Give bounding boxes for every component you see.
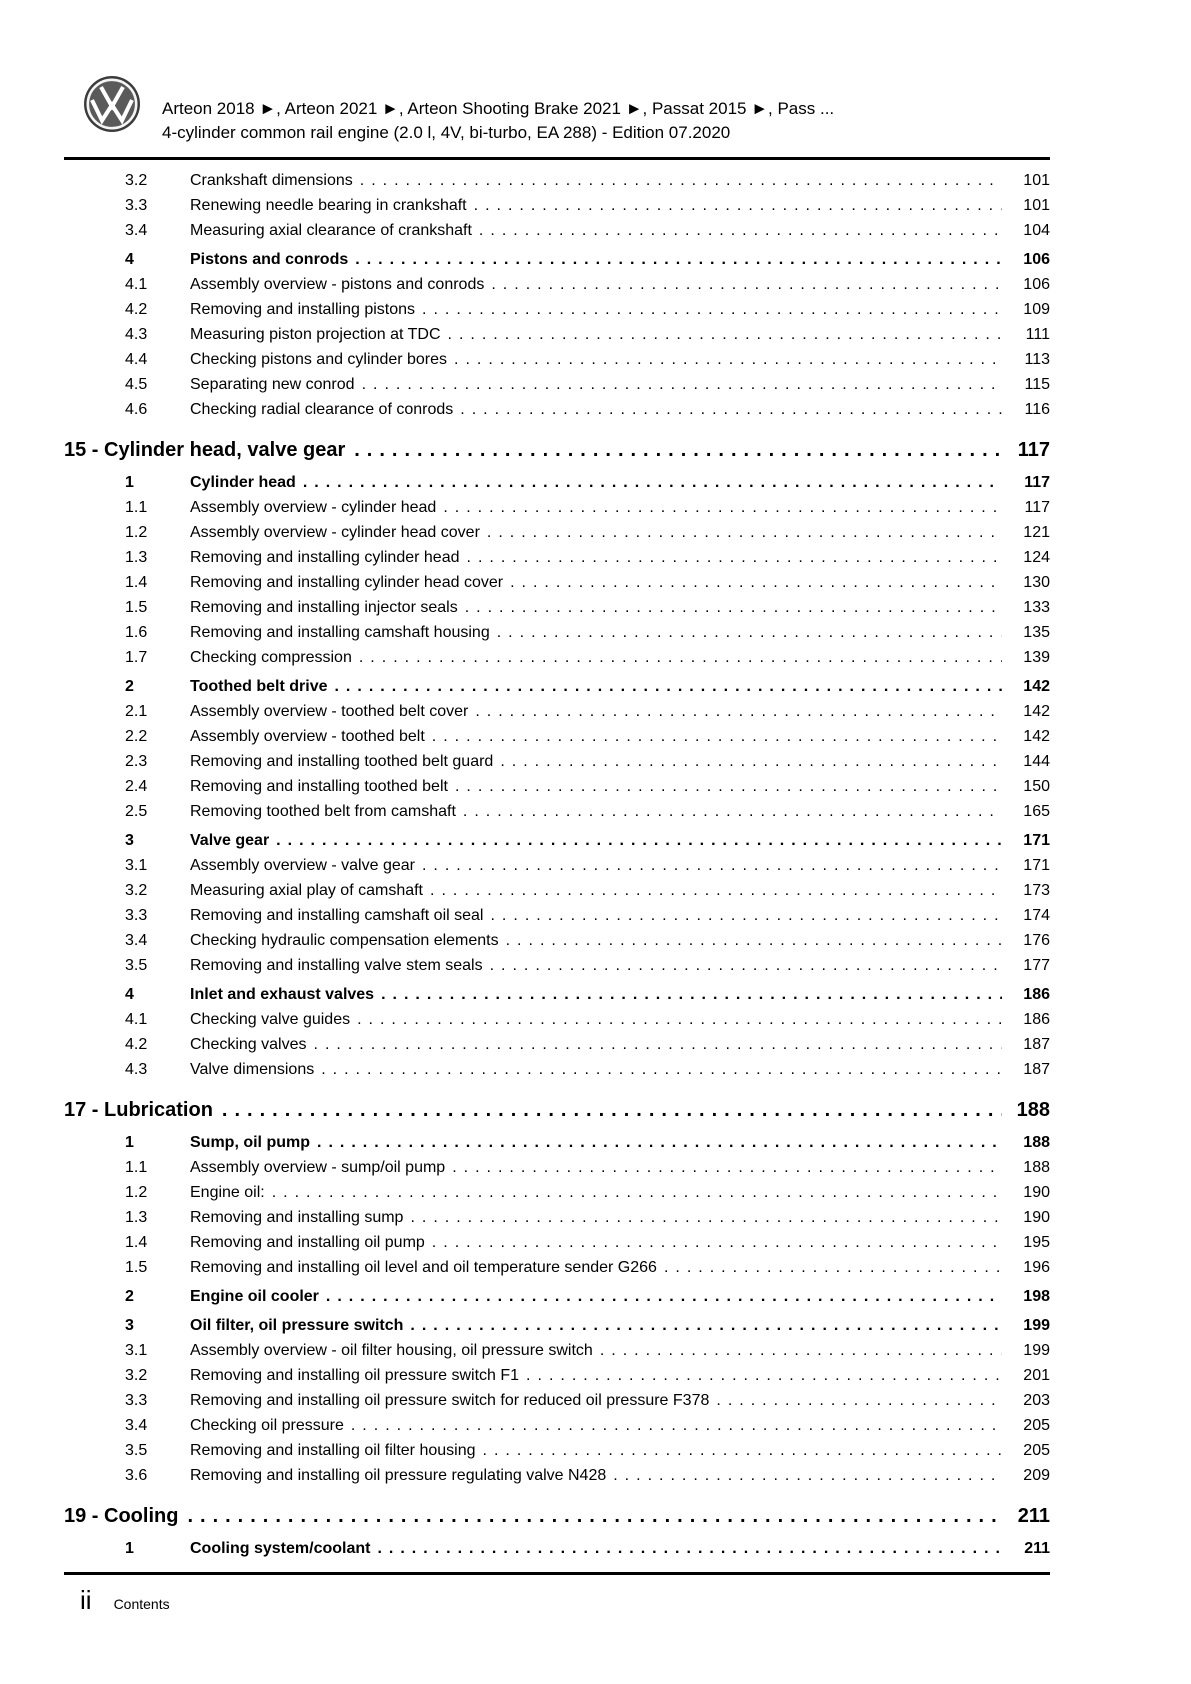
- page-number: 188: [1016, 1099, 1050, 1121]
- toc-entry-row: [64, 1363, 1050, 1388]
- page-number: 198: [1023, 1288, 1050, 1305]
- page-number: 205: [1023, 1417, 1050, 1434]
- entry-title: Removing and installing pistons: [190, 301, 416, 318]
- entry-number: 1.1: [125, 499, 148, 516]
- page-number: 106: [1023, 251, 1050, 268]
- entry-number: 2: [125, 1288, 134, 1305]
- dot-leader: [600, 1338, 1002, 1363]
- entry-title: Checking radial clearance of conrods: [190, 401, 454, 418]
- entry-number: 2.5: [125, 803, 148, 820]
- entry-title: Assembly overview - toothed belt: [190, 728, 425, 745]
- page-number: 188: [1023, 1134, 1050, 1151]
- entry-title: Assembly overview - cylinder head cover: [190, 524, 480, 541]
- toc-entry-row: [64, 1536, 1050, 1561]
- toc-entry-row: [64, 724, 1050, 749]
- page-header: [64, 0, 1050, 160]
- page-number: 209: [1023, 1467, 1050, 1484]
- toc-entry-row: [64, 1413, 1050, 1438]
- entry-title: Cooling system/coolant: [190, 1540, 371, 1557]
- toc-entry-row: [64, 1007, 1050, 1032]
- page-number: 176: [1023, 932, 1050, 949]
- page-footer: [64, 1572, 1050, 1616]
- dot-leader: [276, 828, 1002, 853]
- toc-entry-row: [64, 953, 1050, 978]
- entry-number: 1.4: [125, 574, 148, 591]
- entry-title: Checking compression: [190, 649, 352, 666]
- entry-number: 4.3: [125, 326, 148, 343]
- entry-title: Removing and installing oil filter housing: [190, 1442, 476, 1459]
- entry-number: 2: [125, 678, 134, 695]
- toc-entry-row: [64, 1313, 1050, 1338]
- dot-leader: [490, 953, 1002, 978]
- page-number: 109: [1023, 301, 1050, 318]
- page-number: 211: [1024, 1540, 1050, 1557]
- entry-number: 3.4: [125, 222, 148, 239]
- page-number: 142: [1023, 678, 1050, 695]
- entry-number: 3.3: [125, 197, 148, 214]
- dot-leader: [362, 372, 1002, 397]
- entry-number: 1.3: [125, 549, 148, 566]
- dot-leader: [479, 218, 1002, 243]
- page-number: 195: [1023, 1234, 1050, 1251]
- header-text-block: [162, 97, 834, 145]
- page-number: 117: [1024, 499, 1050, 516]
- dot-leader: [351, 1413, 1002, 1438]
- entry-title: Removing and installing cylinder head: [190, 549, 460, 566]
- page-number: 171: [1023, 857, 1050, 874]
- entry-number: 3.5: [125, 957, 148, 974]
- toc-entry-row: [64, 520, 1050, 545]
- page-number: 150: [1023, 778, 1050, 795]
- entry-title: Valve dimensions: [190, 1061, 315, 1078]
- toc-entry-row: [64, 774, 1050, 799]
- entry-title: Cylinder head: [190, 474, 296, 491]
- page-number: 106: [1023, 276, 1050, 293]
- entry-title: Checking hydraulic compensation elements: [190, 932, 499, 949]
- table-of-contents: [64, 168, 1050, 1561]
- page-number: 133: [1023, 599, 1050, 616]
- page-number: 116: [1024, 401, 1050, 418]
- dot-leader: [410, 1313, 1002, 1338]
- entry-number: 1.6: [125, 624, 148, 641]
- page-number: 111: [1025, 326, 1050, 343]
- entry-title: Checking pistons and cylinder bores: [190, 351, 448, 368]
- entry-number: 4.6: [125, 401, 148, 418]
- entry-title: Assembly overview - oil filter housing, oil pressure switch: [190, 1342, 593, 1359]
- page-number: 203: [1023, 1392, 1050, 1409]
- entry-number: 1.2: [125, 1184, 148, 1201]
- toc-entry-row: [64, 853, 1050, 878]
- dot-leader: [314, 1032, 1003, 1057]
- entry-number: 4.1: [125, 1011, 148, 1028]
- toc-chapter-row: [64, 1501, 1050, 1531]
- manual-page: [64, 0, 1050, 1561]
- header-models-line: Arteon 2018 ►, Arteon 2021 ►, Arteon Shooting Brake 2021 ►, Passat 2015 ►, Pass ...: [162, 99, 835, 118]
- page-number: 190: [1023, 1184, 1050, 1201]
- page-number: 135: [1023, 624, 1050, 641]
- entry-title: Removing and installing injector seals: [190, 599, 458, 616]
- page-number: 186: [1023, 986, 1050, 1003]
- toc-entry-row: [64, 903, 1050, 928]
- entry-number: 3.2: [125, 1367, 148, 1384]
- entry-title: Assembly overview - pistons and conrods: [190, 276, 485, 293]
- toc-entry-row: [64, 545, 1050, 570]
- entry-title: Removing and installing sump: [190, 1209, 404, 1226]
- page-number: 142: [1023, 703, 1050, 720]
- entry-title: Checking valve guides: [190, 1011, 351, 1028]
- entry-number: 3.3: [125, 1392, 148, 1409]
- page-number: 174: [1023, 907, 1050, 924]
- volkswagen-logo-icon: [83, 75, 141, 133]
- page-number: 190: [1023, 1209, 1050, 1226]
- dot-leader: [187, 1501, 1002, 1531]
- entry-title: Removing and installing oil pressure switch F1: [190, 1367, 520, 1384]
- page-number: 199: [1023, 1342, 1050, 1359]
- dot-leader: [430, 878, 1002, 903]
- page-number: 196: [1023, 1259, 1050, 1276]
- dot-leader: [432, 1230, 1002, 1255]
- entry-number: 1: [125, 1540, 134, 1557]
- entry-title: Assembly overview - cylinder head: [190, 499, 437, 516]
- dot-leader: [381, 982, 1002, 1007]
- entry-title: Inlet and exhaust valves: [190, 986, 375, 1003]
- page-number: 113: [1024, 351, 1050, 368]
- entry-number: 4: [125, 251, 134, 268]
- entry-number: 3.4: [125, 1417, 148, 1434]
- entry-number: 1: [125, 474, 134, 491]
- entry-title: Removing and installing camshaft oil seal: [190, 907, 484, 924]
- dot-leader: [483, 1438, 1003, 1463]
- dot-leader: [500, 749, 1002, 774]
- page-number: 187: [1023, 1061, 1050, 1078]
- entry-number: 2.2: [125, 728, 148, 745]
- toc-entry-row: [64, 645, 1050, 670]
- chapter-label: 19 - Cooling: [64, 1505, 179, 1527]
- chapter-label: 17 - Lubrication: [64, 1099, 213, 1121]
- entry-number: 3.5: [125, 1442, 148, 1459]
- dot-leader: [422, 297, 1002, 322]
- toc-entry-row: [64, 372, 1050, 397]
- entry-number: 1.4: [125, 1234, 148, 1251]
- entry-number: 1.7: [125, 649, 148, 666]
- dot-leader: [448, 322, 1003, 347]
- page-number: 186: [1023, 1011, 1050, 1028]
- entry-title: Removing and installing oil level and oil temperature sender G266: [190, 1259, 657, 1276]
- page-number: 130: [1023, 574, 1050, 591]
- entry-number: 2.3: [125, 753, 148, 770]
- page-number: 117: [1017, 439, 1050, 461]
- entry-title: Removing and installing camshaft housing: [190, 624, 490, 641]
- dot-leader: [526, 1363, 1002, 1388]
- dot-leader: [355, 247, 1002, 272]
- toc-entry-row: [64, 168, 1050, 193]
- page-number: 101: [1023, 197, 1050, 214]
- chapter-label: 15 - Cylinder head, valve gear: [64, 439, 346, 461]
- entry-title: Renewing needle bearing in crankshaft: [190, 197, 467, 214]
- toc-entry-row: [64, 247, 1050, 272]
- entry-number: 3.1: [125, 1342, 148, 1359]
- dot-leader: [664, 1255, 1002, 1280]
- page-number: 121: [1023, 524, 1050, 541]
- entry-title: Separating new conrod: [190, 376, 355, 393]
- dot-leader: [354, 435, 1002, 465]
- dot-leader: [377, 1536, 1002, 1561]
- toc-entry-row: [64, 982, 1050, 1007]
- toc-entry-row: [64, 620, 1050, 645]
- entry-number: 1: [125, 1134, 134, 1151]
- toc-chapter-row: [64, 435, 1050, 465]
- toc-entry-row: [64, 699, 1050, 724]
- page-number: 117: [1024, 474, 1050, 491]
- dot-leader: [321, 1057, 1002, 1082]
- entry-title: Removing and installing valve stem seals: [190, 957, 483, 974]
- entry-number: 3.3: [125, 907, 148, 924]
- toc-entry-row: [64, 218, 1050, 243]
- toc-entry-row: [64, 1057, 1050, 1082]
- page-number: 171: [1023, 832, 1050, 849]
- entry-title: Assembly overview - valve gear: [190, 857, 415, 874]
- entry-number: 4: [125, 986, 134, 1003]
- dot-leader: [506, 928, 1002, 953]
- page-number: 187: [1023, 1036, 1050, 1053]
- entry-number: 3: [125, 832, 134, 849]
- entry-number: 2.1: [125, 703, 148, 720]
- dot-leader: [455, 774, 1002, 799]
- entry-number: 3: [125, 1317, 134, 1334]
- entry-title: Valve gear: [190, 832, 270, 849]
- toc-entry-row: [64, 1284, 1050, 1309]
- toc-entry-row: [64, 1255, 1050, 1280]
- entry-title: Crankshaft dimensions: [190, 172, 353, 189]
- entry-number: 3.4: [125, 932, 148, 949]
- toc-entry-row: [64, 1032, 1050, 1057]
- page-number: 144: [1023, 753, 1050, 770]
- entry-number: 1.3: [125, 1209, 148, 1226]
- toc-entry-row: [64, 397, 1050, 422]
- entry-number: 1.2: [125, 524, 148, 541]
- entry-title: Assembly overview - sump/oil pump: [190, 1159, 446, 1176]
- entry-number: 4.5: [125, 376, 148, 393]
- dot-leader: [272, 1180, 1002, 1205]
- entry-number: 2.4: [125, 778, 148, 795]
- toc-entry-row: [64, 799, 1050, 824]
- dot-leader: [497, 620, 1002, 645]
- toc-entry-row: [64, 749, 1050, 774]
- page-number: 165: [1023, 803, 1050, 820]
- dot-leader: [432, 724, 1002, 749]
- toc-entry-row: [64, 674, 1050, 699]
- entry-title: Measuring axial clearance of crankshaft: [190, 222, 472, 239]
- toc-entry-row: [64, 495, 1050, 520]
- dot-leader: [510, 570, 1002, 595]
- toc-entry-row: [64, 1338, 1050, 1363]
- toc-entry-row: [64, 347, 1050, 372]
- page-number: 177: [1023, 957, 1050, 974]
- entry-number: 4.3: [125, 1061, 148, 1078]
- toc-entry-row: [64, 1180, 1050, 1205]
- dot-leader: [410, 1205, 1002, 1230]
- entry-title: Toothed belt drive: [190, 678, 328, 695]
- entry-title: Assembly overview - toothed belt cover: [190, 703, 469, 720]
- entry-title: Engine oil cooler: [190, 1288, 319, 1305]
- entry-title: Removing and installing oil pressure regulating valve N428: [190, 1467, 607, 1484]
- entry-title: Removing and installing oil pressure switch for reduced oil pressure F378: [190, 1392, 710, 1409]
- dot-leader: [359, 645, 1002, 670]
- page-number: 173: [1023, 882, 1050, 899]
- dot-leader: [490, 903, 1002, 928]
- toc-entry-row: [64, 1230, 1050, 1255]
- page-number: 142: [1023, 728, 1050, 745]
- entry-title: Checking oil pressure: [190, 1417, 344, 1434]
- dot-leader: [460, 397, 1002, 422]
- toc-entry-row: [64, 322, 1050, 347]
- entry-title: Pistons and conrods: [190, 251, 349, 268]
- dot-leader: [474, 193, 1002, 218]
- entry-number: 3.2: [125, 882, 148, 899]
- entry-title: Removing toothed belt from camshaft: [190, 803, 456, 820]
- dot-leader: [491, 272, 1002, 297]
- entry-title: Engine oil:: [190, 1184, 265, 1201]
- entry-number: 4.4: [125, 351, 148, 368]
- toc-entry-row: [64, 570, 1050, 595]
- dot-leader: [317, 1130, 1002, 1155]
- entry-number: 4.1: [125, 276, 148, 293]
- dot-leader: [487, 520, 1002, 545]
- toc-entry-row: [64, 272, 1050, 297]
- toc-entry-row: [64, 828, 1050, 853]
- dot-leader: [326, 1284, 1002, 1309]
- entry-number: 1.5: [125, 1259, 148, 1276]
- toc-entry-row: [64, 1463, 1050, 1488]
- toc-entry-row: [64, 1155, 1050, 1180]
- toc-entry-row: [64, 928, 1050, 953]
- toc-entry-row: [64, 1388, 1050, 1413]
- entry-number: 3.2: [125, 172, 148, 189]
- toc-entry-row: [64, 193, 1050, 218]
- dot-leader: [222, 1095, 1002, 1125]
- dot-leader: [454, 347, 1002, 372]
- entry-title: Checking valves: [190, 1036, 307, 1053]
- toc-entry-row: [64, 1438, 1050, 1463]
- entry-title: Measuring axial play of camshaft: [190, 882, 423, 899]
- dot-leader: [360, 168, 1002, 193]
- page-number: 199: [1023, 1317, 1050, 1334]
- entry-title: Removing and installing toothed belt: [190, 778, 448, 795]
- page-number: 211: [1017, 1505, 1050, 1527]
- dot-leader: [303, 470, 1002, 495]
- page-number: 104: [1023, 222, 1050, 239]
- page-number: 201: [1023, 1367, 1050, 1384]
- entry-number: 4.2: [125, 301, 148, 318]
- entry-number: 4.2: [125, 1036, 148, 1053]
- footer-contents-label: Contents: [113, 1596, 170, 1612]
- dot-leader: [716, 1388, 1002, 1413]
- dot-leader: [613, 1463, 1002, 1488]
- dot-leader: [465, 595, 1002, 620]
- dot-leader: [357, 1007, 1002, 1032]
- dot-leader: [475, 699, 1002, 724]
- entry-number: 1.5: [125, 599, 148, 616]
- footer-page-number: ii: [80, 1585, 92, 1615]
- entry-number: 3.1: [125, 857, 148, 874]
- dot-leader: [443, 495, 1002, 520]
- toc-entry-row: [64, 878, 1050, 903]
- toc-entry-row: [64, 1205, 1050, 1230]
- entry-title: Sump, oil pump: [190, 1134, 310, 1151]
- entry-title: Removing and installing oil pump: [190, 1234, 425, 1251]
- dot-leader: [422, 853, 1002, 878]
- page-number: 124: [1023, 549, 1050, 566]
- dot-leader: [463, 799, 1002, 824]
- toc-entry-row: [64, 1130, 1050, 1155]
- page-number: 188: [1023, 1159, 1050, 1176]
- page-number: 139: [1023, 649, 1050, 666]
- toc-entry-row: [64, 595, 1050, 620]
- page-number: 115: [1024, 376, 1050, 393]
- entry-title: Removing and installing toothed belt guard: [190, 753, 494, 770]
- page-number: 205: [1023, 1442, 1050, 1459]
- dot-leader: [467, 545, 1003, 570]
- entry-title: Measuring piston projection at TDC: [190, 326, 441, 343]
- toc-entry-row: [64, 297, 1050, 322]
- dot-leader: [334, 674, 1002, 699]
- entry-number: 3.6: [125, 1467, 148, 1484]
- toc-entry-row: [64, 470, 1050, 495]
- entry-number: 1.1: [125, 1159, 148, 1176]
- header-engine-edition-line: 4-cylinder common rail engine (2.0 l, 4V, bi-turbo, EA 288) - Edition 07.2020: [162, 123, 731, 142]
- toc-chapter-row: [64, 1095, 1050, 1125]
- dot-leader: [452, 1155, 1002, 1180]
- entry-title: Oil filter, oil pressure switch: [190, 1317, 404, 1334]
- page-number: 101: [1023, 172, 1050, 189]
- entry-title: Removing and installing cylinder head cover: [190, 574, 504, 591]
